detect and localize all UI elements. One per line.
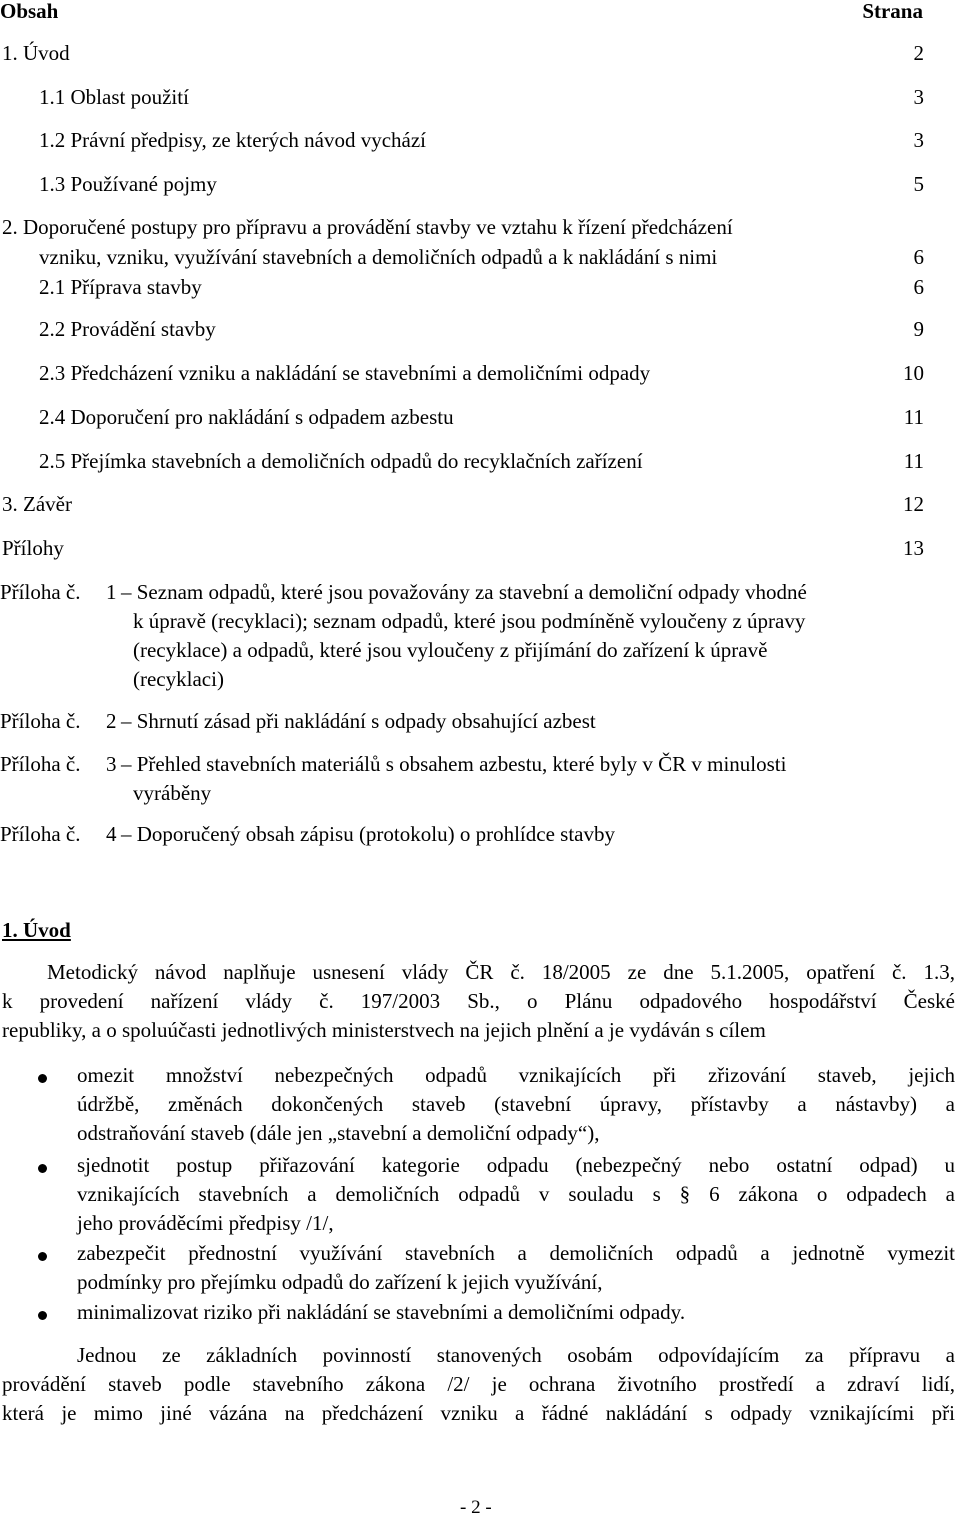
attachment-item[interactable] bbox=[0, 750, 960, 810]
bullet-text-line: zabezpečit přednostní využívání stavebních a demoličních odpadů a jednotně vymezit bbox=[77, 1241, 955, 1265]
toc-entry-label: 3. Závěr bbox=[2, 492, 72, 516]
paragraph-line: republiky, a o spoluúčasti jednotlivých ministerstvech na jejich plnění a je vydáván s cílem bbox=[2, 1018, 766, 1042]
toc-entry-label: 2. Doporučené postupy pro přípravu a provádění stavby ve vztahu k řízení předcházení bbox=[2, 215, 733, 239]
paragraph-line: Metodický návod naplňuje usnesení vlády ČR č. 18/2005 ze dne 5.1.2005, opatření č. 1.3, bbox=[47, 960, 955, 984]
bullet-icon bbox=[38, 1311, 47, 1320]
bullet-item bbox=[0, 1151, 960, 1238]
toc-entry[interactable] bbox=[0, 170, 924, 200]
attachment-prefix: Příloha č. bbox=[0, 822, 81, 846]
toc-entry-page: 9 bbox=[913, 317, 924, 341]
toc-entry[interactable] bbox=[0, 534, 924, 564]
paragraph-line: která je mimo jiné vázána na předcházení vzniku a řádné nakládání s odpady vznikajícími při bbox=[2, 1401, 955, 1425]
attachment-text-line: (recyklaci) bbox=[133, 667, 224, 691]
page-number: - 2 - bbox=[460, 1497, 492, 1518]
bullet-icon bbox=[38, 1164, 47, 1173]
bullet-item bbox=[0, 1061, 960, 1148]
bullet-text-line: omezit množství nebezpečných odpadů vznikajících při zřizování staveb, jejich bbox=[77, 1063, 955, 1087]
toc-entry-page: 11 bbox=[903, 405, 924, 429]
toc-entry[interactable] bbox=[0, 447, 924, 477]
toc-entry-label: 2.1 Příprava stavby bbox=[39, 275, 202, 299]
bullet-text-line: jeho prováděcími předpisy /1/, bbox=[77, 1211, 334, 1235]
toc-entry-page: 11 bbox=[903, 449, 924, 473]
toc-entry-page: 2 bbox=[913, 41, 924, 65]
toc-entry-page: 3 bbox=[913, 128, 924, 152]
paragraph-line: k provedení nařízení vlády č. 197/2003 Sb., o Plánu odpadového hospodářství České bbox=[2, 989, 955, 1013]
attachment-text-line: – Doporučený obsah zápisu (protokolu) o prohlídce stavby bbox=[121, 822, 615, 846]
bullet-item bbox=[0, 1298, 960, 1328]
attachment-text-line: – Shrnutí zásad při nakládání s odpady obsahující azbest bbox=[121, 709, 596, 733]
toc-entry[interactable] bbox=[0, 273, 924, 303]
toc-entry-page: 5 bbox=[913, 172, 924, 196]
attachment-text-line: – Přehled stavebních materiálů s obsahem azbestu, které byly v ČR v minulosti bbox=[121, 752, 787, 776]
toc-entry-label: 2.5 Přejímka stavebních a demoličních odpadů do recyklačních zařízení bbox=[39, 449, 643, 473]
toc-entry-label-continued: vzniku, vzniku, využívání stavebních a demoličních odpadů a k nakládání s nimi bbox=[39, 245, 718, 269]
toc-entry-page: 3 bbox=[913, 85, 924, 109]
toc-entry-page: 13 bbox=[903, 536, 924, 560]
bullet-icon bbox=[38, 1074, 47, 1083]
attachment-item[interactable] bbox=[0, 578, 960, 698]
attachment-number: 1 bbox=[106, 580, 117, 604]
toc-entry-label: 2.3 Předcházení vzniku a nakládání se stavebními a demoličními odpady bbox=[39, 361, 651, 385]
toc-entry-label: 2.2 Provádění stavby bbox=[39, 317, 216, 341]
toc-entry-page: 12 bbox=[903, 492, 924, 516]
attachment-text-line: – Seznam odpadů, které jsou považovány za stavební a demoliční odpady vhodné bbox=[121, 580, 807, 604]
toc-entry[interactable] bbox=[0, 213, 924, 273]
toc-entry[interactable] bbox=[0, 403, 924, 433]
toc-entry-page: 6 bbox=[913, 275, 924, 299]
bullet-text-line: sjednotit postup přiřazování kategorie odpadu (nebezpečný nebo ostatní odpad) u bbox=[77, 1153, 955, 1177]
toc-entry-page: 10 bbox=[903, 361, 924, 385]
toc-entry-label: Přílohy bbox=[2, 536, 64, 560]
attachment-number: 4 bbox=[106, 822, 117, 846]
attachment-number: 2 bbox=[106, 709, 117, 733]
attachment-item[interactable] bbox=[0, 820, 960, 850]
bullet-text-line: odstraňování staveb (dále jen „stavební a demoliční odpady“), bbox=[77, 1121, 600, 1145]
attachment-text-line: (recyklace) a odpadů, které jsou vyloučeny z přijímání do zařízení k úpravě bbox=[133, 638, 768, 662]
attachment-prefix: Příloha č. bbox=[0, 752, 81, 776]
bullet-icon bbox=[38, 1252, 47, 1261]
toc-entry[interactable] bbox=[0, 83, 924, 113]
bullet-text-line: podmínky pro přejímku odpadů do zařízení k jejich využívání, bbox=[77, 1270, 603, 1294]
toc-entry[interactable] bbox=[0, 490, 924, 520]
toc-entry-label: 1.1 Oblast použití bbox=[39, 85, 189, 109]
attachment-item[interactable] bbox=[0, 707, 960, 737]
attachment-prefix: Příloha č. bbox=[0, 580, 81, 604]
bullet-item bbox=[0, 1239, 960, 1297]
paragraph-line: provádění staveb podle stavebního zákona /2/ je ochrana životního prostředí a zdraví lidí, bbox=[2, 1372, 955, 1396]
bullet-text-line: vznikajících stavebních a demoličních odpadů v souladu s § 6 zákona o odpadech a bbox=[77, 1182, 955, 1206]
attachment-text-line: vyráběny bbox=[133, 781, 212, 805]
toc-entry[interactable] bbox=[0, 126, 924, 156]
toc-entry[interactable] bbox=[0, 39, 924, 69]
bullet-text-line: údržbě, změnách dokončených staveb (stavební úpravy, přístavby a nástavby) a bbox=[77, 1092, 955, 1116]
toc-entry-label: 1. Úvod bbox=[2, 41, 70, 65]
toc-entry-label: 1.2 Právní předpisy, ze kterých návod vychází bbox=[39, 128, 427, 152]
bullet-text-line: minimalizovat riziko při nakládání se stavebními a demoličními odpady. bbox=[77, 1300, 686, 1324]
paragraph-line: Jednou ze základních povinností stanovených osobám odpovídajícím za přípravu a bbox=[77, 1343, 955, 1367]
toc-entry[interactable] bbox=[0, 315, 924, 345]
toc-entry-label: 1.3 Používané pojmy bbox=[39, 172, 217, 196]
attachment-number: 3 bbox=[106, 752, 117, 776]
toc-entry[interactable] bbox=[0, 359, 924, 389]
toc-heading: Obsah bbox=[0, 0, 59, 23]
toc-entry-label: 2.4 Doporučení pro nakládání s odpadem azbestu bbox=[39, 405, 454, 429]
section-heading: 1. Úvod bbox=[2, 918, 71, 942]
toc-entry-page: 6 bbox=[913, 245, 924, 269]
attachment-text-line: k úpravě (recyklaci); seznam odpadů, které jsou podmíněně vyloučeny z úpravy bbox=[133, 609, 806, 633]
attachment-prefix: Příloha č. bbox=[0, 709, 81, 733]
toc-page-heading: Strana bbox=[862, 0, 923, 23]
